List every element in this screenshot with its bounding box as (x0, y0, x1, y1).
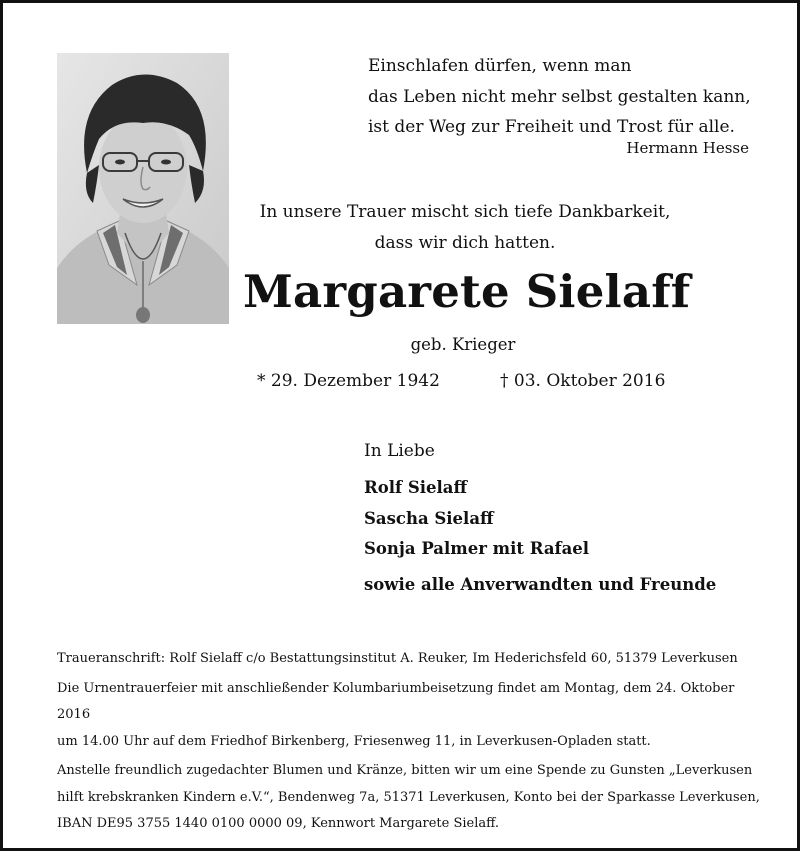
quote-line: Einschlafen dürfen, wenn man (368, 56, 632, 76)
mourner-name: Sonja Palmer mit Rafael (364, 539, 590, 558)
gratitude-text (225, 197, 705, 259)
quote-author: Hermann Hesse (626, 139, 749, 157)
birth-date: * 29. Dezember 1942 (257, 371, 440, 391)
deceased-name: Margarete Sielaff (243, 265, 691, 318)
portrait-photo (57, 53, 229, 324)
gratitude-line: In unsere Trauer mischt sich tiefe Dankbarkeit, (259, 202, 671, 222)
death-date: † 03. Oktober 2016 (500, 371, 666, 391)
gratitude-line: dass wir dich hatten. (374, 233, 556, 253)
mourners-others: sowie alle Anverwandten und Freunde (364, 574, 717, 594)
ceremony-line: Die Urnentrauerfeier mit anschließender Kolumbariumbeisetzung findet am Montag, dem 24. Oktober 2016 (57, 680, 735, 722)
quote-line: das Leben nicht mehr selbst gestalten kann, (368, 86, 751, 107)
donation-line: hilft krebskranken Kindern e.V.“, Bendenweg 7a, 51371 Leverkusen, Konto bei der Sparkasse Leverkusen, (57, 789, 760, 805)
mourners-block (364, 441, 784, 594)
poem-quote (368, 51, 768, 143)
maiden-name: geb. Krieger (410, 335, 516, 354)
mourners-intro: In Liebe (364, 441, 435, 461)
donation-details (57, 758, 767, 838)
quote-line: ist der Weg zur Freiheit und Trost für alle. (368, 117, 735, 137)
ceremony-line: um 14.00 Uhr auf dem Friedhof Birkenberg, Friesenweg 11, in Leverkusen-Opladen statt. (57, 733, 651, 749)
ceremony-details (57, 676, 767, 756)
donation-line: Anstelle freundlich zugedachter Blumen und Kränze, bitten wir um eine Spende zu Gunsten „Leverkusen (57, 763, 753, 778)
mourning-address: Traueranschrift: Rolf Sielaff c/o Bestattungsinstitut A. Reuker, Im Hederichsfeld 60, 51379 Leverkusen (57, 651, 738, 666)
donation-line: IBAN DE95 3755 1440 0100 0000 09, Kennwort Margarete Sielaff. (57, 816, 500, 831)
mourner-name: Sascha Sielaff (364, 508, 494, 528)
mourner-name: Rolf Sielaff (364, 478, 468, 497)
funeral-info (57, 646, 767, 841)
